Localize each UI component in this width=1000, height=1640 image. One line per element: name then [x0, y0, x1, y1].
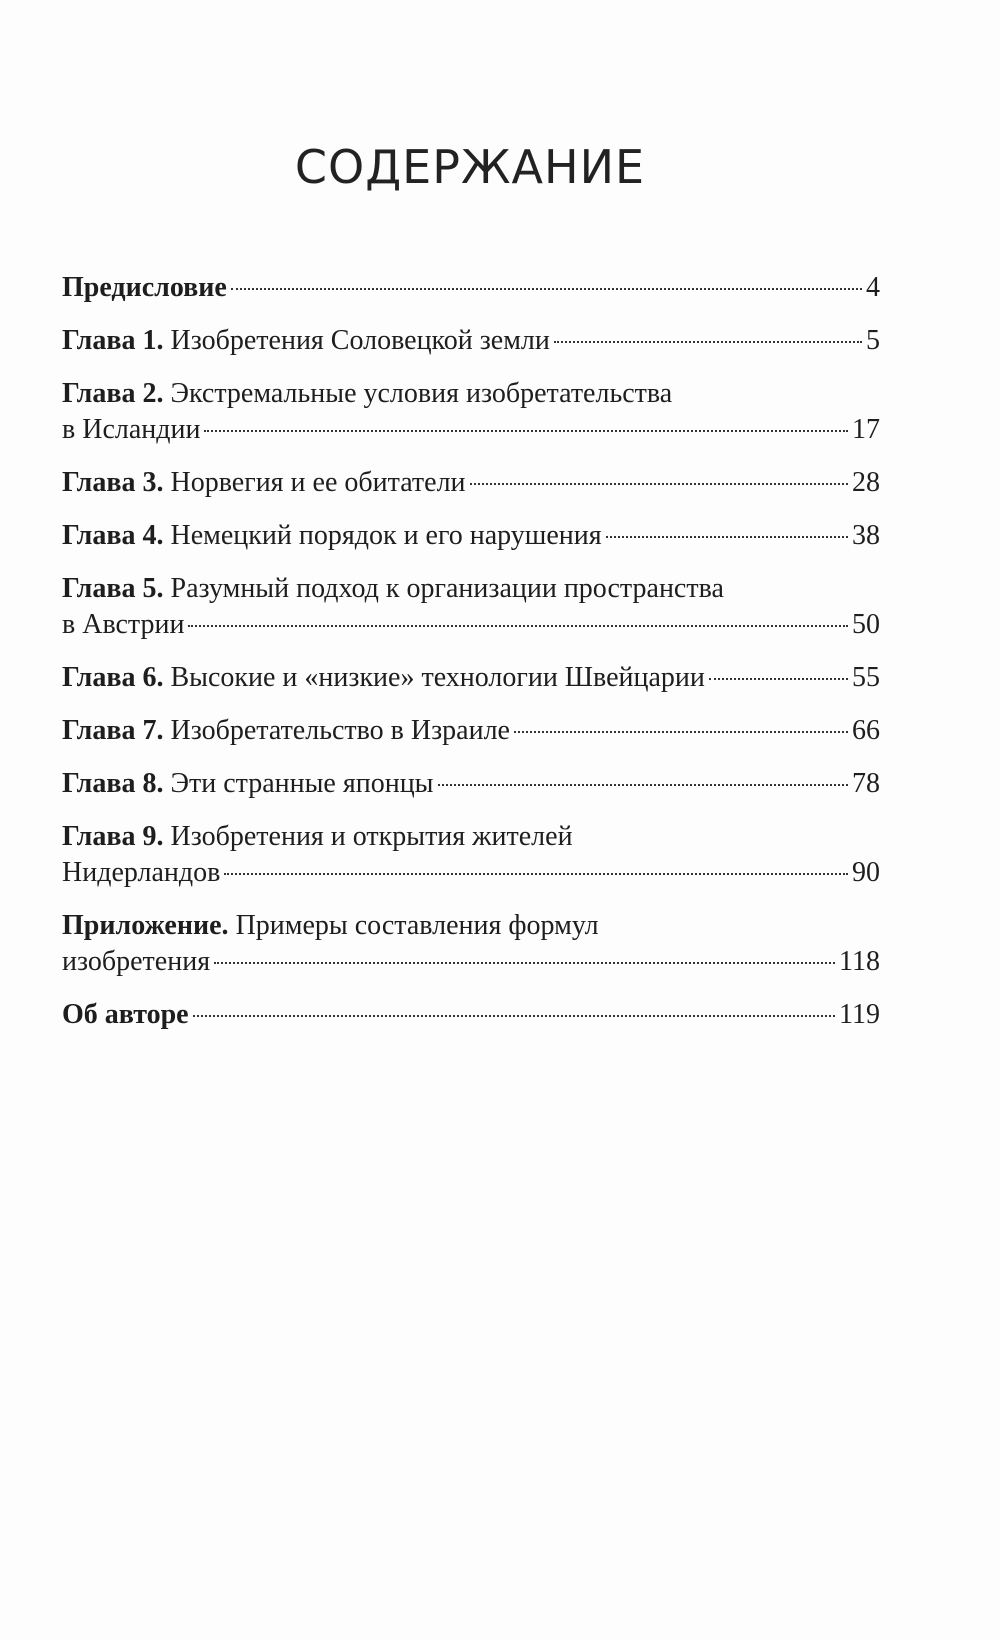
- toc-entry-label: Об авторе: [62, 999, 189, 1030]
- toc-entry-title: Высокие и «низкие» технологии Швейцарии: [170, 662, 705, 693]
- dot-leader: [224, 873, 848, 875]
- toc-entry-label: Глава 9.: [62, 821, 164, 852]
- toc-entry-label: Глава 6.: [62, 662, 164, 693]
- toc-entry-chapter-5[interactable]: [62, 571, 880, 643]
- toc-entry-title-continued: в Исландии: [62, 414, 201, 445]
- dot-leader: [193, 1015, 835, 1017]
- toc-entry-title: Разумный подход к организации пространства: [170, 573, 724, 604]
- toc-entry-label: Глава 1.: [62, 325, 164, 356]
- dot-leader: [470, 483, 848, 485]
- toc-entry-chapter-3[interactable]: [62, 465, 880, 501]
- toc-entry-appendix[interactable]: [62, 908, 880, 980]
- toc-entry-label: Глава 5.: [62, 573, 164, 604]
- toc-entry-title: Примеры составления формул: [235, 910, 599, 941]
- toc-page-number: 17: [852, 414, 880, 445]
- page-title: СОДЕРЖАНИЕ: [294, 140, 646, 194]
- toc-entry-chapter-1[interactable]: [62, 323, 880, 359]
- toc-page-number: 28: [852, 467, 880, 498]
- toc-entry-chapter-6[interactable]: [62, 660, 880, 696]
- toc-page-number: 5: [866, 325, 880, 356]
- toc-entry-title: Немецкий порядок и его нарушения: [170, 520, 602, 551]
- toc-entry-title: Норвегия и ее обитатели: [170, 467, 466, 498]
- toc-page-number: 38: [852, 520, 880, 551]
- toc-entry-about-author[interactable]: [62, 997, 880, 1033]
- dot-leader: [231, 288, 862, 290]
- toc-page-number: 118: [839, 946, 880, 977]
- toc-entry-title-continued: Нидерландов: [62, 857, 221, 888]
- toc-page-number: 4: [866, 272, 880, 303]
- toc-entry-title-continued: изобретения: [62, 946, 211, 977]
- toc-page-number: 55: [852, 662, 880, 693]
- toc-entry-label: Глава 2.: [62, 378, 164, 409]
- toc-entry-label: Глава 7.: [62, 715, 164, 746]
- toc-entry-label: Глава 3.: [62, 467, 164, 498]
- toc-entry-preface[interactable]: [62, 270, 880, 306]
- toc-entry-chapter-2[interactable]: [62, 376, 880, 448]
- dot-leader: [204, 430, 848, 432]
- dot-leader: [438, 784, 849, 786]
- dot-leader: [514, 731, 848, 733]
- toc-page-number: 66: [852, 715, 880, 746]
- toc-entry-title: Экстремальные условия изобретательства: [170, 378, 673, 409]
- toc-entry-chapter-4[interactable]: [62, 518, 880, 554]
- toc-entry-label: Предисловие: [62, 272, 227, 303]
- toc-entry-label: Глава 8.: [62, 768, 164, 799]
- dot-leader: [606, 536, 848, 538]
- toc-page-number: 90: [852, 857, 880, 888]
- toc-entry-label: Глава 4.: [62, 520, 164, 551]
- toc-entry-title: Эти странные японцы: [170, 768, 434, 799]
- dot-leader: [214, 962, 835, 964]
- toc-entry-chapter-8[interactable]: [62, 766, 880, 802]
- toc-page-number: 50: [852, 609, 880, 640]
- toc-page-number: 78: [852, 768, 880, 799]
- toc-entry-chapter-9[interactable]: [62, 819, 880, 891]
- dot-leader: [188, 625, 848, 627]
- toc-entry-title: Изобретения Соловецкой земли: [170, 325, 550, 356]
- toc-entry-title: Изобретательство в Израиле: [170, 715, 510, 746]
- dot-leader: [709, 678, 848, 680]
- toc-entry-label: Приложение.: [62, 910, 229, 941]
- dot-leader: [554, 341, 862, 343]
- toc-entry-title: Изобретения и открытия жителей: [170, 821, 573, 852]
- toc-entry-title-continued: в Австрии: [62, 609, 185, 640]
- table-of-contents: [62, 270, 880, 1050]
- toc-entry-chapter-7[interactable]: [62, 713, 880, 749]
- toc-page-number: 119: [839, 999, 880, 1030]
